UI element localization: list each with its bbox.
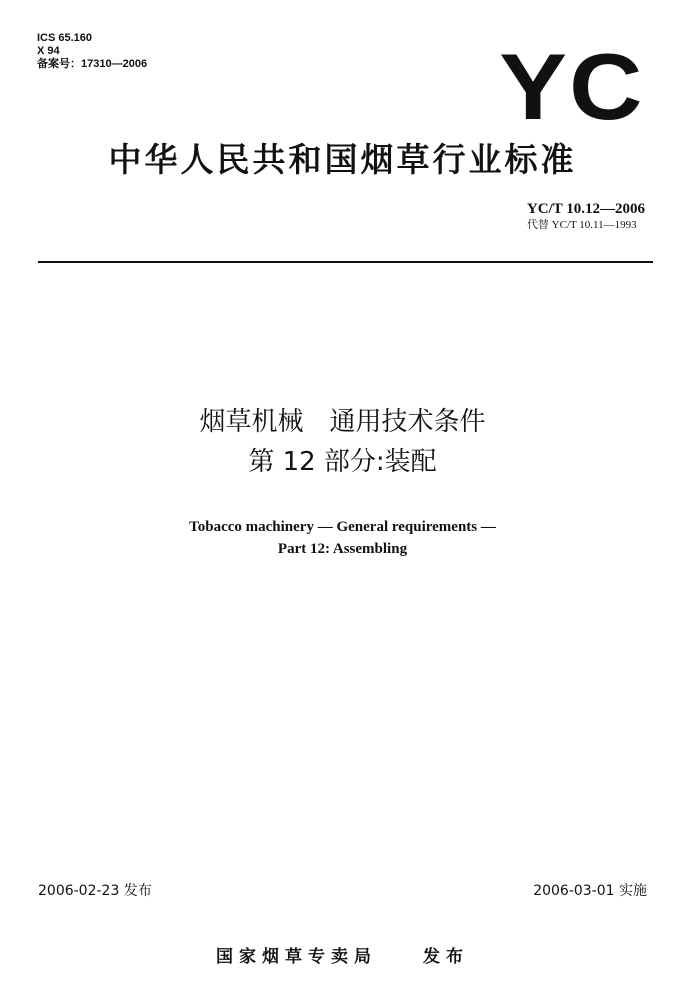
classification-code: X 94 (37, 45, 60, 57)
implementation-date: 2006-03-01 实施 (533, 883, 647, 899)
english-title-line-2: Part 12: Assembling (277, 541, 408, 557)
chinese-title-line-2: 第 12 部分:装配 (248, 447, 437, 477)
record-number: 备案号：17310—2006 (37, 58, 148, 70)
industry-standard-title: 中华人民共和国烟草行业标准 (108, 140, 577, 179)
ics-code: ICS 65.160 (37, 32, 93, 44)
standard-codes (527, 201, 645, 232)
issue-date: 2006-02-23 发布 (38, 883, 152, 899)
publisher: 国家烟草专卖局 发布 (216, 947, 469, 967)
standard-metadata (37, 32, 147, 71)
replaced-standard: 代替 YC/T 10.11—1993 (526, 219, 637, 231)
chinese-title (0, 402, 685, 482)
english-title-line-1: Tobacco machinery — General requirements — (189, 519, 496, 535)
english-title (0, 516, 685, 560)
standard-number: YC/T 10.12—2006 (526, 201, 645, 217)
chinese-title-line-1: 烟草机械 通用技术条件 (199, 407, 486, 437)
yc-logo: YC (499, 34, 645, 139)
header-divider (38, 261, 653, 263)
